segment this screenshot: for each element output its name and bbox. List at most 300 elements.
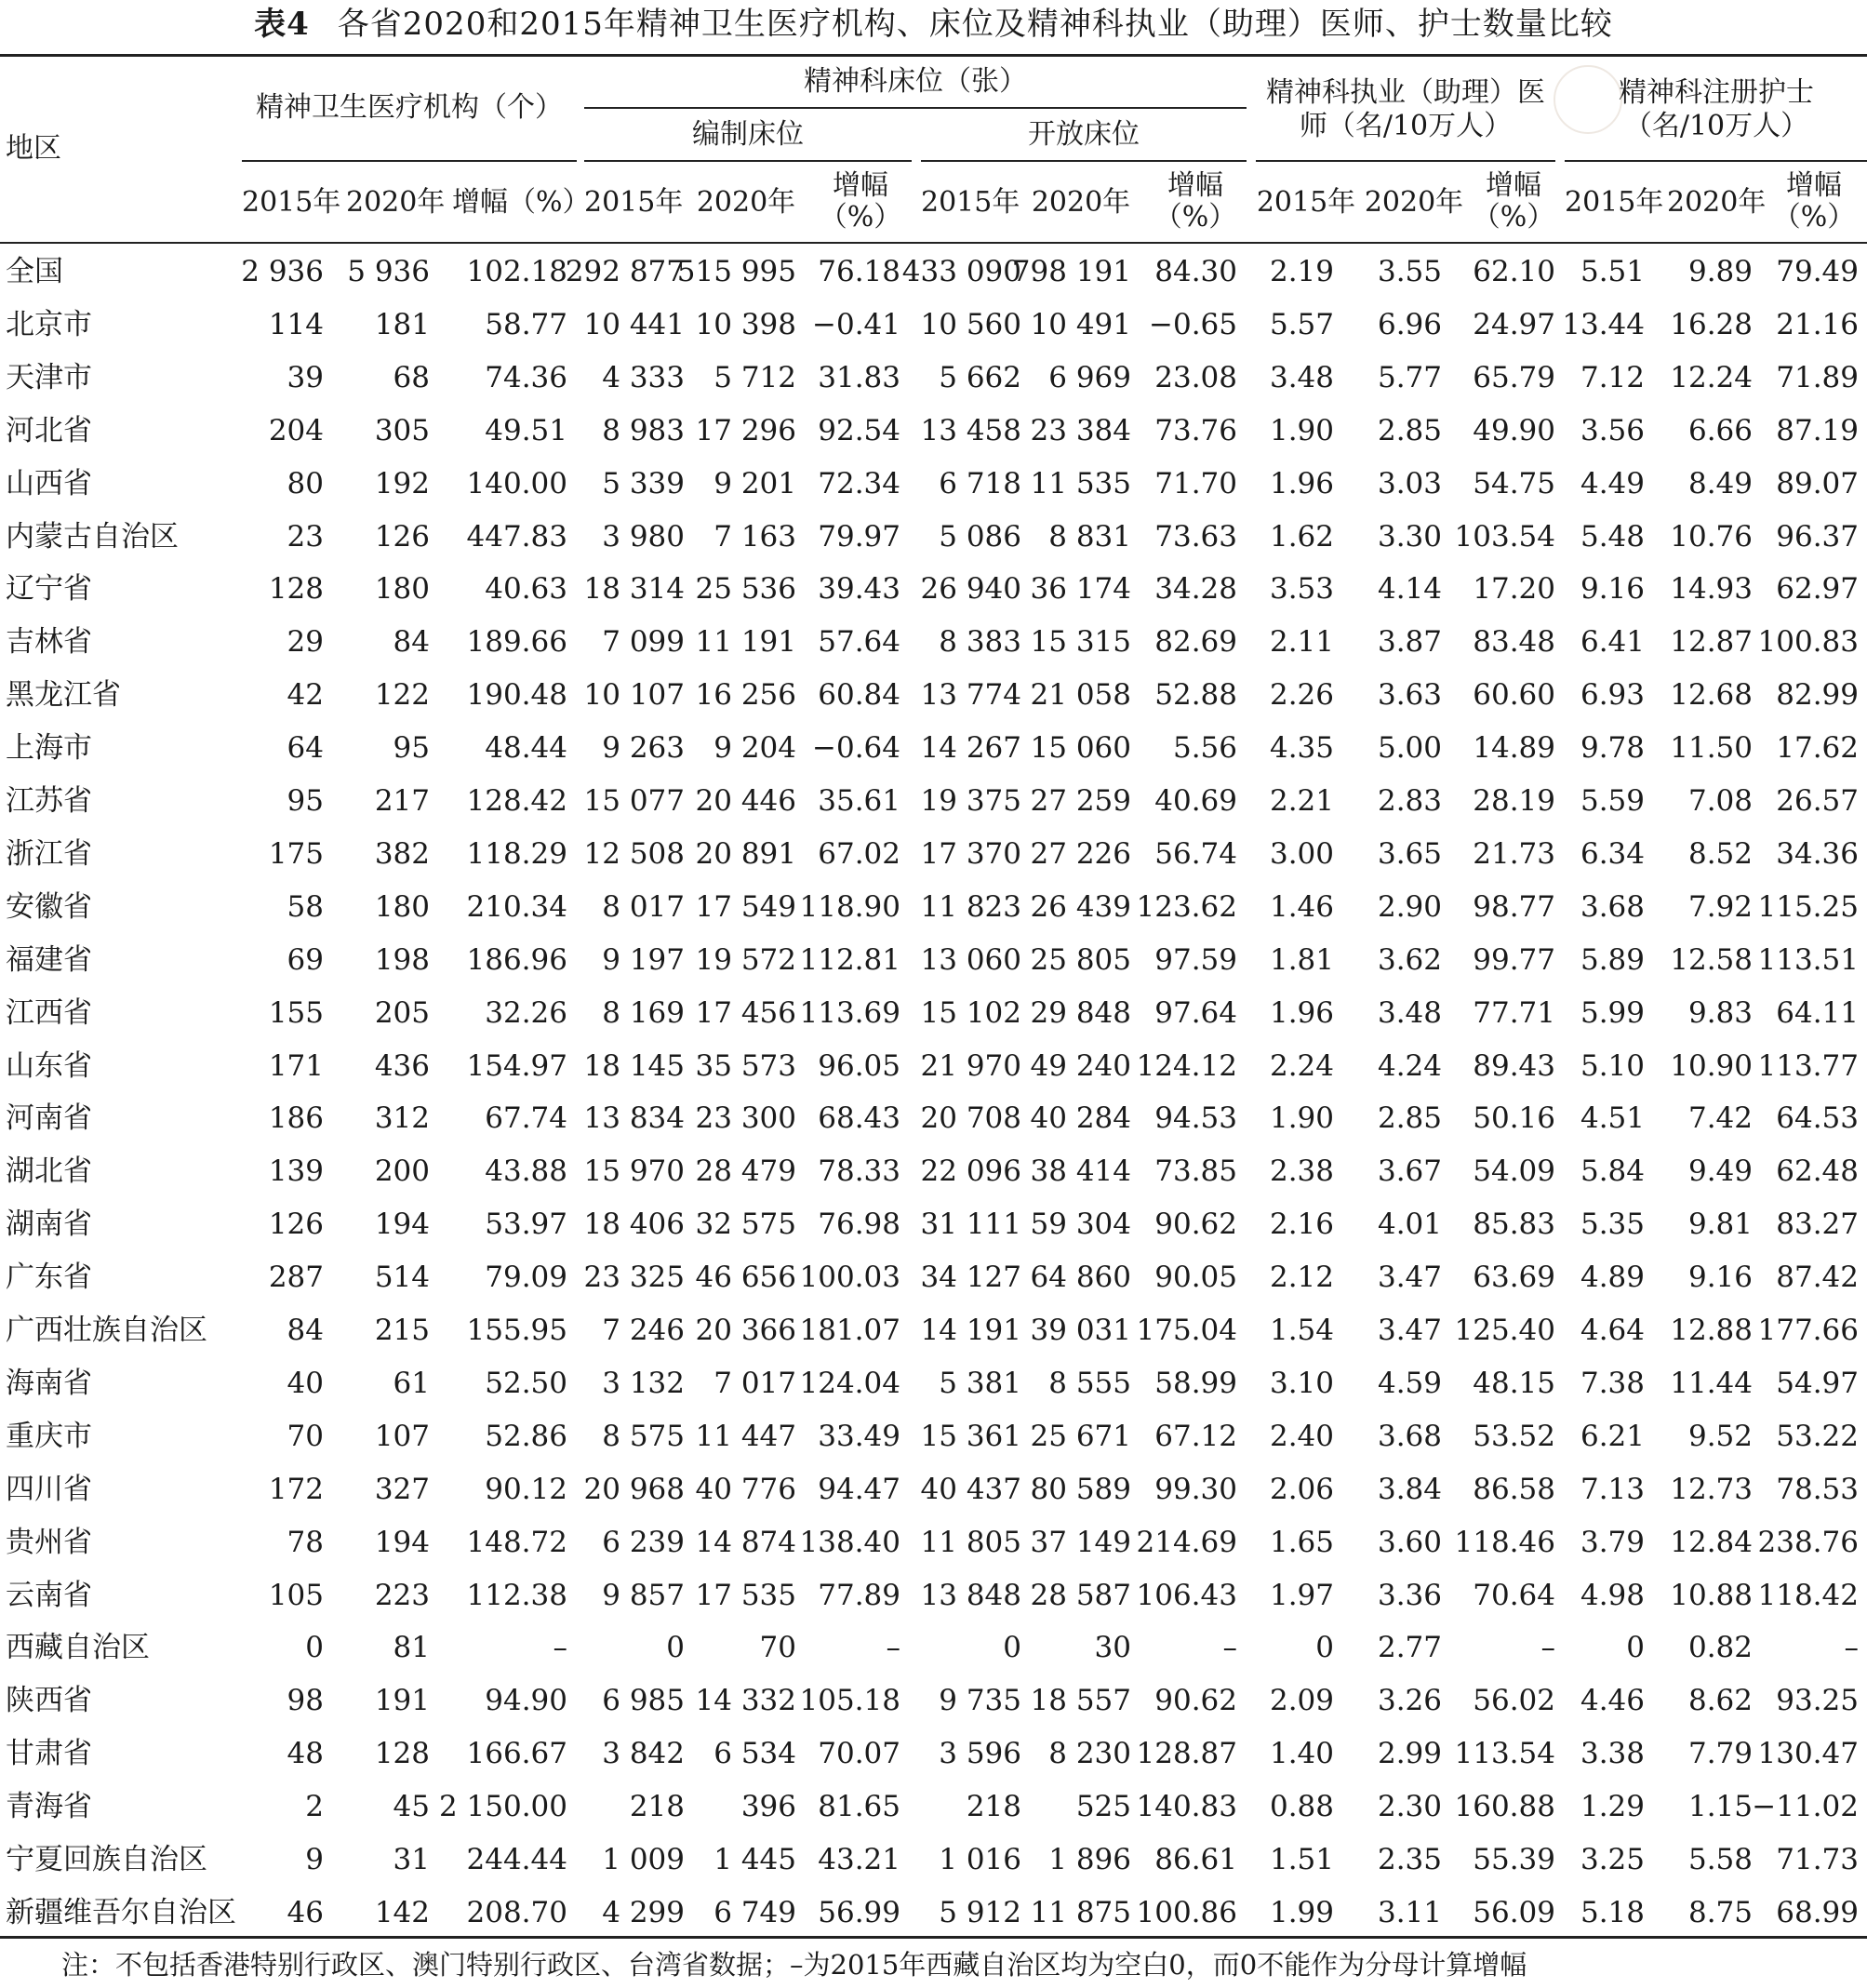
table-number: 表4 — [254, 6, 310, 43]
cell-phys-2015: 1.65 — [1269, 1525, 1334, 1559]
cell-phys-2015: 2.26 — [1269, 678, 1334, 713]
cell-phys-increase: 83.48 — [1473, 625, 1555, 660]
cell-phys-2015: 1.54 — [1269, 1314, 1334, 1347]
cell-open-2015: 6 718 — [939, 466, 1021, 500]
cell-open-increase: 5.56 — [1172, 731, 1237, 766]
cell-planned-increase: 39.43 — [818, 572, 900, 607]
cell-open-increase: 214.69 — [1136, 1525, 1237, 1559]
table-row — [0, 1463, 1867, 1516]
cell-open-2015: 10 560 — [920, 307, 1021, 341]
cell-open-increase: 52.88 — [1154, 678, 1237, 713]
cell-open-increase: 128.87 — [1136, 1737, 1237, 1771]
cell-planned-2015: 0 — [666, 1631, 685, 1665]
cell-inst-2020: 194 — [374, 1207, 430, 1242]
cell-planned-2020: 32 575 — [695, 1207, 796, 1242]
cell-nurse-increase: 79.49 — [1776, 255, 1859, 288]
cell-phys-2020: 2.85 — [1377, 413, 1442, 447]
cell-phys-2020: 3.65 — [1377, 836, 1442, 871]
cell-open-2015: 13 848 — [920, 1578, 1021, 1612]
cell-inst-2015: 48 — [287, 1737, 324, 1771]
cell-nurse-2020: 9.89 — [1687, 255, 1753, 288]
cell-inst-2015: 95 — [287, 784, 324, 818]
cell-region: 宁夏回族自治区 — [6, 1843, 207, 1876]
cell-planned-2015: 3 132 — [602, 1366, 685, 1400]
cell-planned-increase: 124.04 — [799, 1366, 900, 1400]
cell-open-2020: 39 031 — [1030, 1314, 1131, 1347]
table-row — [0, 246, 1867, 299]
cell-nurse-2020: 11.44 — [1670, 1366, 1753, 1400]
cell-planned-increase: 77.89 — [818, 1578, 900, 1612]
cell-inst-2015: 2 — [305, 1790, 324, 1824]
cell-phys-2020: 3.48 — [1377, 995, 1442, 1030]
cell-phys-2020: 3.26 — [1377, 1684, 1442, 1718]
cell-planned-2020: 17 296 — [695, 413, 796, 447]
cell-planned-2015: 5 339 — [602, 466, 685, 500]
cell-inst-increase: 49.51 — [485, 413, 567, 447]
cell-inst-increase: 40.63 — [485, 572, 567, 607]
cell-phys-2020: 3.68 — [1377, 1419, 1442, 1453]
cell-open-2020: 38 414 — [1030, 1154, 1131, 1189]
cell-inst-increase: 208.70 — [466, 1895, 567, 1929]
cell-nurse-increase: 26.57 — [1776, 784, 1859, 818]
cell-nurse-2020: 12.24 — [1670, 360, 1753, 394]
cell-open-2020: 30 — [1094, 1631, 1131, 1665]
cell-nurse-2020: 7.08 — [1687, 784, 1753, 818]
cell-planned-2015: 3 842 — [602, 1737, 685, 1771]
cell-open-2015: 19 375 — [920, 784, 1021, 818]
header-institutions: 精神卫生医疗机构（个） — [256, 91, 563, 124]
cell-open-2015: 0 — [1003, 1631, 1021, 1665]
cell-inst-2015: 84 — [287, 1314, 324, 1347]
cell-phys-2015: 3.00 — [1269, 836, 1334, 871]
cell-nurse-increase: 113.77 — [1757, 1048, 1859, 1083]
cell-open-2015: 3 596 — [939, 1737, 1021, 1771]
header-planned-increase: 增幅 — [833, 169, 888, 202]
cell-inst-2015: 186 — [268, 1101, 324, 1136]
cell-nurse-2015: 6.41 — [1580, 625, 1645, 660]
cell-planned-2015: 13 834 — [583, 1101, 685, 1136]
header-phys-2020: 2020年 — [1364, 186, 1464, 219]
cell-planned-increase: 81.65 — [818, 1790, 900, 1824]
cell-phys-2015: 1.40 — [1269, 1737, 1334, 1771]
header-planned-increase-unit: （%） — [819, 201, 902, 233]
cell-inst-2015: 80 — [287, 466, 324, 500]
cell-planned-2015: 15 077 — [583, 784, 685, 818]
cell-planned-2015: 20 968 — [583, 1472, 685, 1506]
cell-planned-2020: 396 — [740, 1790, 796, 1824]
cell-planned-2020: 46 656 — [695, 1261, 796, 1295]
cell-phys-2020: 2.85 — [1377, 1101, 1442, 1136]
table-row — [0, 1728, 1867, 1781]
cell-nurse-2015: 4.64 — [1580, 1314, 1645, 1347]
cell-nurse-2015: 5.10 — [1580, 1048, 1645, 1083]
cell-planned-2015: 8 169 — [602, 995, 685, 1030]
cell-inst-2020: 194 — [374, 1525, 430, 1559]
cell-region: 广西壮族自治区 — [6, 1314, 207, 1347]
cell-nurse-2020: 6.66 — [1687, 413, 1753, 447]
cell-phys-2020: 4.14 — [1377, 572, 1442, 607]
cell-planned-increase: 57.64 — [818, 625, 900, 660]
cell-open-2015: 14 267 — [920, 731, 1021, 766]
cell-planned-2020: 19 572 — [695, 942, 796, 977]
cell-planned-2015: 10 107 — [583, 678, 685, 713]
cell-inst-2020: 191 — [374, 1684, 430, 1718]
cell-phys-increase: – — [1540, 1631, 1555, 1665]
cell-inst-increase: 67.74 — [485, 1101, 567, 1136]
cell-nurse-2015: 5.48 — [1580, 519, 1645, 554]
cell-open-increase: 86.61 — [1154, 1843, 1237, 1876]
cell-open-2015: 34 127 — [920, 1261, 1021, 1295]
cell-nurse-increase: −11.02 — [1752, 1790, 1859, 1824]
cell-planned-2020: 35 573 — [695, 1048, 796, 1083]
cell-phys-2020: 3.03 — [1377, 466, 1442, 500]
cell-inst-2020: 68 — [393, 360, 430, 394]
table-row — [0, 1357, 1867, 1410]
cell-nurse-increase: 78.53 — [1776, 1472, 1859, 1506]
header-beds-open: 开放床位 — [1028, 118, 1140, 151]
cell-inst-2015: 128 — [268, 572, 324, 607]
cell-region: 黑龙江省 — [6, 678, 121, 713]
cell-open-2015: 17 370 — [920, 836, 1021, 871]
cell-inst-2020: 126 — [374, 519, 430, 554]
cell-nurse-2015: 5.59 — [1580, 784, 1645, 818]
table-row — [0, 299, 1867, 352]
cell-open-increase: 73.85 — [1154, 1154, 1237, 1189]
cell-planned-2020: 23 300 — [695, 1101, 796, 1136]
cell-nurse-2015: 5.18 — [1580, 1895, 1645, 1929]
header-phys-increase-unit: （%） — [1472, 201, 1555, 233]
cell-inst-2015: 0 — [305, 1631, 324, 1665]
cell-phys-2015: 1.81 — [1269, 942, 1334, 977]
cell-inst-increase: 148.72 — [466, 1525, 567, 1559]
cell-inst-2020: 95 — [393, 731, 430, 766]
table-title-text: 各省2020和2015年精神卫生医疗机构、床位及精神科执业（助理）医师、护士数量比较 — [337, 6, 1613, 43]
table-row — [0, 881, 1867, 934]
cell-open-2020: 798 191 — [1011, 255, 1131, 288]
cell-inst-2015: 139 — [268, 1154, 324, 1189]
cell-phys-increase: 160.88 — [1454, 1790, 1555, 1824]
cell-open-2020: 1 896 — [1048, 1843, 1131, 1876]
cell-inst-increase: 52.50 — [485, 1366, 567, 1400]
cell-planned-increase: 92.54 — [818, 413, 900, 447]
cell-inst-2020: 192 — [374, 466, 430, 500]
cell-nurse-2015: 7.13 — [1580, 1472, 1645, 1506]
cell-open-2020: 11 875 — [1030, 1895, 1131, 1929]
cell-nurse-increase: 113.51 — [1757, 942, 1859, 977]
cell-open-2015: 15 102 — [920, 995, 1021, 1030]
cell-phys-2015: 1.51 — [1269, 1843, 1334, 1876]
cell-inst-increase: – — [553, 1631, 567, 1665]
cell-inst-increase: 189.66 — [466, 625, 567, 660]
cell-planned-increase: −0.41 — [812, 307, 900, 341]
rule-beds-open — [921, 160, 1247, 162]
cell-inst-increase: 53.97 — [485, 1207, 567, 1242]
cell-open-2015: 5 381 — [939, 1366, 1021, 1400]
cell-phys-2015: 1.96 — [1269, 466, 1334, 500]
cell-nurse-increase: 93.25 — [1776, 1684, 1859, 1718]
header-phys-2015: 2015年 — [1256, 186, 1356, 219]
cell-inst-2020: 81 — [393, 1631, 430, 1665]
cell-planned-2020: 11 191 — [695, 625, 796, 660]
cell-nurse-2020: 12.58 — [1670, 942, 1753, 977]
cell-nurse-2020: 10.76 — [1670, 519, 1753, 554]
cell-open-2020: 10 491 — [1030, 307, 1131, 341]
cell-nurse-2015: 9.78 — [1580, 731, 1645, 766]
table-row — [0, 616, 1867, 669]
cell-open-2015: 13 060 — [920, 942, 1021, 977]
cell-inst-increase: 190.48 — [466, 678, 567, 713]
cell-planned-increase: 43.21 — [818, 1843, 900, 1876]
cell-region: 辽宁省 — [6, 572, 92, 607]
cell-phys-2020: 3.47 — [1377, 1314, 1442, 1347]
cell-nurse-2020: 9.49 — [1687, 1154, 1753, 1189]
cell-open-2020: 29 848 — [1030, 995, 1131, 1030]
header-inst-increase: 增幅（%） — [452, 186, 591, 219]
cell-inst-2020: 200 — [374, 1154, 430, 1189]
table-row — [0, 405, 1867, 458]
cell-open-2015: 1 016 — [939, 1843, 1021, 1876]
cell-inst-increase: 32.26 — [485, 995, 567, 1030]
cell-planned-increase: 118.90 — [799, 889, 900, 924]
header-planned-2015: 2015年 — [584, 186, 684, 219]
cell-region: 河南省 — [6, 1101, 92, 1136]
cell-phys-2015: 3.10 — [1269, 1366, 1334, 1400]
cell-planned-2020: 515 995 — [676, 255, 796, 288]
cell-open-2015: 5 662 — [939, 360, 1021, 394]
cell-inst-increase: 244.44 — [466, 1843, 567, 1876]
cell-phys-increase: 21.73 — [1473, 836, 1555, 871]
cell-open-increase: 23.08 — [1154, 360, 1237, 394]
header-nurse-increase: 增幅 — [1786, 169, 1842, 202]
rule-beds-planned — [584, 160, 912, 162]
table-row — [0, 987, 1867, 1040]
cell-inst-2015: 114 — [268, 307, 324, 341]
cell-inst-2015: 78 — [287, 1525, 324, 1559]
cell-open-2020: 525 — [1075, 1790, 1131, 1824]
cell-phys-2015: 2.16 — [1269, 1207, 1334, 1242]
header-inst-2015: 2015年 — [242, 186, 341, 219]
cell-nurse-2015: 1.29 — [1580, 1790, 1645, 1824]
cell-nurse-2020: 9.16 — [1687, 1261, 1753, 1295]
cell-open-increase: 58.99 — [1154, 1366, 1237, 1400]
cell-nurse-increase: 96.37 — [1776, 519, 1859, 554]
cell-nurse-increase: 238.76 — [1757, 1525, 1859, 1559]
cell-open-increase: – — [1222, 1631, 1237, 1665]
cell-planned-2015: 9 197 — [602, 942, 685, 977]
cell-phys-2020: 3.67 — [1377, 1154, 1442, 1189]
cell-phys-2020: 4.59 — [1377, 1366, 1442, 1400]
cell-planned-increase: 60.84 — [818, 678, 900, 713]
cell-region: 四川省 — [6, 1472, 92, 1506]
cell-phys-2020: 4.01 — [1377, 1207, 1442, 1242]
cell-planned-2020: 40 776 — [695, 1472, 796, 1506]
cell-open-2020: 64 860 — [1030, 1261, 1131, 1295]
table-row — [0, 1198, 1867, 1251]
cell-planned-increase: 76.18 — [818, 255, 900, 288]
cell-inst-2020: 5 936 — [347, 255, 430, 288]
cell-phys-2020: 3.55 — [1377, 255, 1442, 288]
cell-nurse-2015: 7.12 — [1580, 360, 1645, 394]
cell-planned-increase: 70.07 — [818, 1737, 900, 1771]
cell-nurse-increase: 87.19 — [1776, 413, 1859, 447]
cell-open-increase: 100.86 — [1136, 1895, 1237, 1929]
cell-inst-2015: 171 — [268, 1048, 324, 1083]
cell-planned-increase: 112.81 — [799, 942, 900, 977]
cell-nurse-2015: 6.21 — [1580, 1419, 1645, 1453]
cell-open-increase: 90.62 — [1154, 1207, 1237, 1242]
cell-open-2015: 21 970 — [920, 1048, 1021, 1083]
cell-open-2020: 80 589 — [1030, 1472, 1131, 1506]
cell-phys-2020: 5.77 — [1377, 360, 1442, 394]
cell-planned-2015: 6 985 — [602, 1684, 685, 1718]
cell-nurse-increase: 71.73 — [1776, 1843, 1859, 1876]
cell-planned-2020: 7 163 — [713, 519, 796, 554]
cell-region: 天津市 — [6, 360, 92, 394]
cell-phys-2015: 2.19 — [1269, 255, 1334, 288]
cell-nurse-increase: 64.53 — [1776, 1101, 1859, 1136]
header-nurse-2020: 2020年 — [1667, 186, 1767, 219]
cell-planned-2015: 18 145 — [583, 1048, 685, 1083]
cell-inst-2015: 172 — [268, 1472, 324, 1506]
cell-open-2015: 14 191 — [920, 1314, 1021, 1347]
cell-nurse-increase: 64.11 — [1776, 995, 1859, 1030]
cell-nurse-2020: 7.42 — [1687, 1101, 1753, 1136]
cell-nurse-increase: 71.89 — [1776, 360, 1859, 394]
cell-inst-increase: 186.96 — [466, 942, 567, 977]
header-open-increase-unit: （%） — [1154, 201, 1237, 233]
table-note: 注：不包括香港特别行政区、澳门特别行政区、台湾省数据；–为2015年西藏自治区均为空白0，而0不能作为分母计算增幅 — [61, 1949, 1527, 1981]
cell-inst-2015: 69 — [287, 942, 324, 977]
cell-nurse-increase: 17.62 — [1776, 731, 1859, 766]
cell-inst-2015: 40 — [287, 1366, 324, 1400]
cell-phys-2015: 0.88 — [1269, 1790, 1334, 1824]
cell-region: 陕西省 — [6, 1684, 92, 1718]
cell-open-2020: 25 805 — [1030, 942, 1131, 977]
cell-phys-2020: 3.36 — [1377, 1578, 1442, 1612]
cell-inst-2015: 29 — [287, 625, 324, 660]
cell-inst-increase: 210.34 — [466, 889, 567, 924]
cell-inst-increase: 94.90 — [485, 1684, 567, 1718]
cell-nurse-increase: 100.83 — [1757, 625, 1859, 660]
cell-open-2015: 26 940 — [920, 572, 1021, 607]
cell-phys-2015: 0 — [1315, 1631, 1334, 1665]
header-open-2015: 2015年 — [921, 186, 1020, 219]
cell-phys-2015: 2.06 — [1269, 1472, 1334, 1506]
table-row — [0, 1674, 1867, 1728]
cell-phys-increase: 53.52 — [1473, 1419, 1555, 1453]
cell-phys-2015: 1.99 — [1269, 1895, 1334, 1929]
cell-planned-2020: 6 534 — [713, 1737, 796, 1771]
cell-inst-2015: 126 — [268, 1207, 324, 1242]
cell-nurse-2020: 10.90 — [1670, 1048, 1753, 1083]
table-row — [0, 1145, 1867, 1198]
cell-inst-2015: 64 — [287, 731, 324, 766]
cell-inst-2015: 204 — [268, 413, 324, 447]
cell-nurse-2015: 5.89 — [1580, 942, 1645, 977]
cell-region: 湖南省 — [6, 1207, 92, 1242]
cell-phys-2020: 2.83 — [1377, 784, 1442, 818]
cell-nurse-2020: 8.49 — [1687, 466, 1753, 500]
cell-nurse-2020: 7.92 — [1687, 889, 1753, 924]
cell-inst-2020: 31 — [393, 1843, 430, 1876]
cell-planned-increase: 33.49 — [818, 1419, 900, 1453]
cell-open-increase: 124.12 — [1136, 1048, 1237, 1083]
cell-nurse-2015: 4.46 — [1580, 1684, 1645, 1718]
cell-inst-2020: 45 — [393, 1790, 430, 1824]
cell-phys-2015: 2.40 — [1269, 1419, 1334, 1453]
cell-open-2020: 8 831 — [1048, 519, 1131, 554]
cell-phys-increase: 77.71 — [1473, 995, 1555, 1030]
cell-open-increase: 84.30 — [1154, 255, 1237, 288]
cell-open-increase: 97.64 — [1154, 995, 1237, 1030]
cell-open-2020: 27 226 — [1030, 836, 1131, 871]
cell-planned-2015: 7 246 — [602, 1314, 685, 1347]
cell-inst-2020: 312 — [374, 1101, 430, 1136]
cell-region: 广东省 — [6, 1261, 92, 1295]
cell-planned-increase: 105.18 — [799, 1684, 900, 1718]
cell-phys-2020: 3.47 — [1377, 1261, 1442, 1295]
cell-inst-increase: 2 150.00 — [438, 1790, 567, 1824]
cell-open-increase: 90.05 — [1154, 1261, 1237, 1295]
cell-phys-2015: 2.12 — [1269, 1261, 1334, 1295]
cell-region: 上海市 — [6, 731, 92, 766]
table-row — [0, 1516, 1867, 1569]
cell-planned-increase: 76.98 — [818, 1207, 900, 1242]
cell-inst-2020: 305 — [374, 413, 430, 447]
cell-region: 吉林省 — [6, 625, 92, 660]
cell-phys-increase: 99.77 — [1473, 942, 1555, 977]
cell-open-2020: 23 384 — [1030, 413, 1131, 447]
cell-planned-2020: 20 891 — [695, 836, 796, 871]
cell-region: 新疆维吾尔自治区 — [6, 1895, 236, 1929]
table-row — [0, 1569, 1867, 1622]
cell-phys-increase: 56.02 — [1473, 1684, 1555, 1718]
cell-phys-2020: 2.30 — [1377, 1790, 1442, 1824]
cell-planned-increase: −0.64 — [812, 731, 900, 766]
cell-phys-increase: 113.54 — [1454, 1737, 1555, 1771]
cell-inst-2015: 287 — [268, 1261, 324, 1295]
cell-nurse-increase: 62.97 — [1776, 572, 1859, 607]
cell-nurse-2015: 3.79 — [1580, 1525, 1645, 1559]
cell-open-increase: −0.65 — [1149, 307, 1237, 341]
cell-planned-2020: 20 446 — [695, 784, 796, 818]
cell-phys-increase: 54.75 — [1473, 466, 1555, 500]
cell-open-increase: 56.74 — [1154, 836, 1237, 871]
cell-nurse-2015: 4.89 — [1580, 1261, 1645, 1295]
cell-nurse-2020: 0.82 — [1687, 1631, 1753, 1665]
cell-planned-increase: 100.03 — [799, 1261, 900, 1295]
table-row — [0, 722, 1867, 775]
cell-nurse-2020: 12.68 — [1670, 678, 1753, 713]
cell-region: 福建省 — [6, 942, 92, 977]
cell-region: 北京市 — [6, 307, 92, 341]
cell-inst-2020: 61 — [393, 1366, 430, 1400]
cell-phys-2020: 3.60 — [1377, 1525, 1442, 1559]
cell-phys-increase: 85.83 — [1473, 1207, 1555, 1242]
cell-open-2015: 15 361 — [920, 1419, 1021, 1453]
cell-planned-2020: 5 712 — [713, 360, 796, 394]
cell-phys-increase: 50.16 — [1473, 1101, 1555, 1136]
cell-phys-2015: 2.38 — [1269, 1154, 1334, 1189]
cell-region: 山西省 — [6, 466, 92, 500]
cell-inst-2015: 105 — [268, 1578, 324, 1612]
cell-region: 西藏自治区 — [6, 1631, 150, 1665]
cell-phys-increase: 24.97 — [1473, 307, 1555, 341]
cell-inst-2015: 46 — [287, 1895, 324, 1929]
cell-inst-2020: 142 — [374, 1895, 430, 1929]
cell-nurse-increase: 118.42 — [1757, 1578, 1859, 1612]
cell-inst-increase: 112.38 — [466, 1578, 567, 1612]
